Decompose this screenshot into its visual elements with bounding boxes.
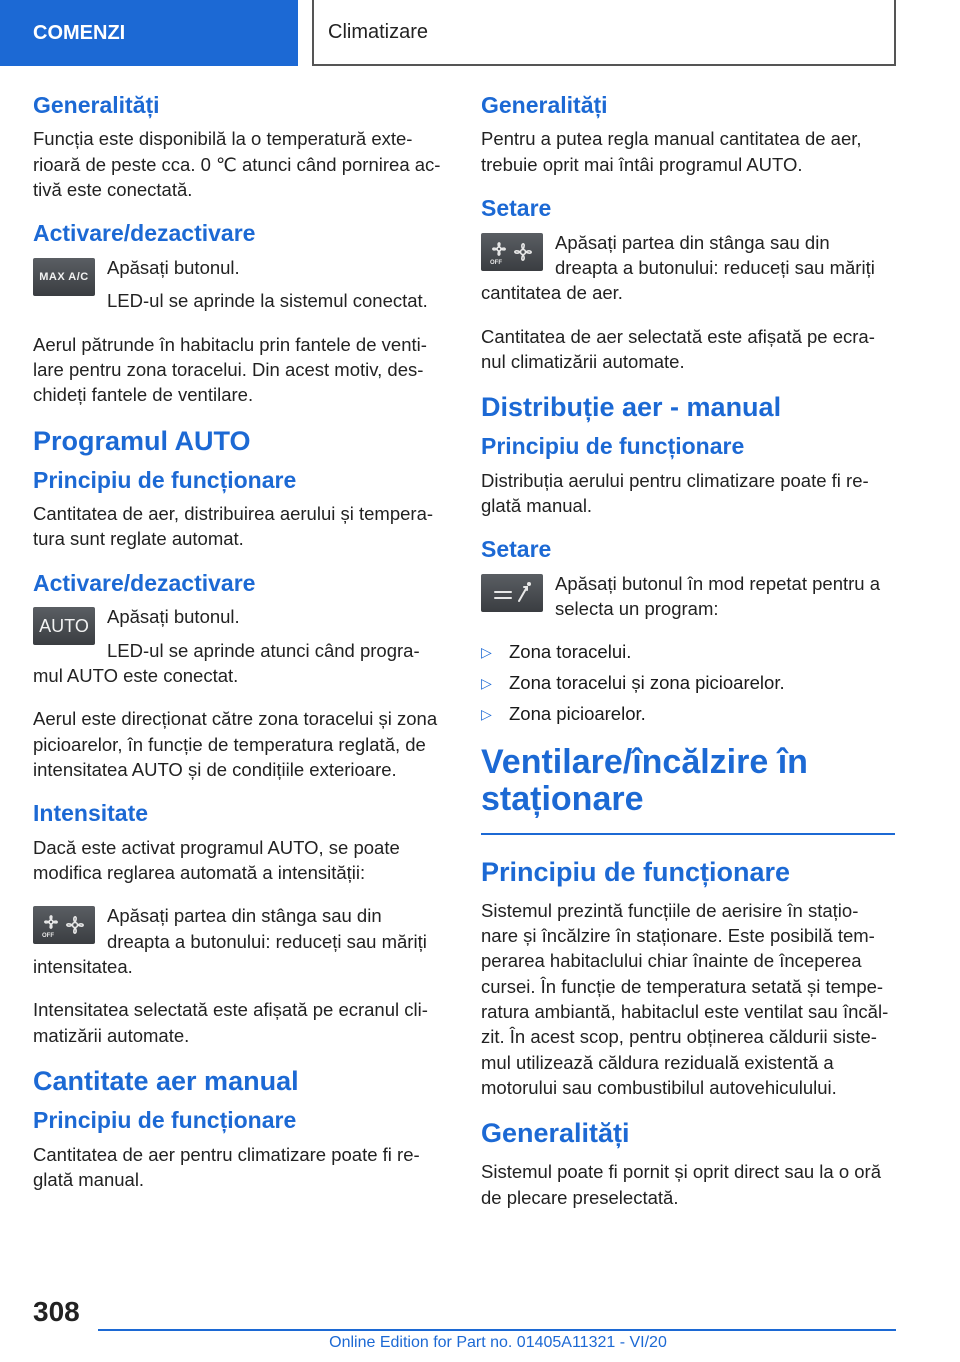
instruction-text: Apăsați partea din stânga sau din dreapta a butonului: reduceți sau măriți cantitatea de aer. bbox=[481, 231, 875, 304]
heading-auto-program: Programul AUTO bbox=[33, 425, 251, 456]
footer-divider bbox=[98, 1329, 896, 1331]
instruction-text: Apăsați butonul în mod repetat pentru a selecta un program: bbox=[555, 572, 880, 620]
list-item bbox=[481, 671, 895, 695]
heading-activation: Activare/dezactivare bbox=[33, 569, 256, 596]
heading-parked-ventilation: Ventilare/încălzire în staționare bbox=[481, 744, 895, 835]
list-item bbox=[481, 702, 895, 726]
heading-setting: Setare bbox=[481, 536, 552, 563]
page-number: 308 bbox=[33, 1296, 80, 1327]
program-list bbox=[481, 640, 895, 726]
paragraph: Dacă este activat programul AUTO, se poate modifica reglarea automată a intensității: bbox=[33, 836, 400, 884]
heading-principle: Principiu de funcționare bbox=[481, 433, 745, 460]
fan-off-icon bbox=[481, 233, 543, 271]
triangle-bullet-icon: ▷ bbox=[481, 705, 492, 722]
triangle-bullet-icon: ▷ bbox=[481, 674, 492, 691]
heading-activation: Activare/dezactivare bbox=[33, 220, 256, 247]
list-item-text: Zona picioarelor. bbox=[509, 702, 646, 724]
svg-text:OFF: OFF bbox=[490, 259, 502, 266]
max-ac-button-icon: MAX A/C bbox=[33, 258, 95, 296]
section-tab[interactable]: COMENZI bbox=[0, 0, 298, 66]
list-item-text: Zona toracelui. bbox=[509, 640, 632, 662]
chapter-tab[interactable]: Climatizare bbox=[312, 0, 896, 66]
heading-air-distribution: Distribuție aer - manual bbox=[481, 392, 782, 423]
paragraph: Intensitatea selectată este afișată pe ecranul cli-matizării automate. bbox=[33, 999, 428, 1046]
list-item-text: Zona toracelui și zona picioarelor. bbox=[509, 671, 785, 693]
heading-principle: Principiu de funcționare bbox=[33, 1107, 297, 1134]
fan-off-icon bbox=[33, 906, 95, 944]
left-column bbox=[33, 92, 447, 1210]
heading-general: Generalități bbox=[481, 1118, 630, 1149]
paragraph: Aerul pătrunde în habitaclu prin fantele de venti-lare pentru zona toracelui. Din acest motiv, des-chideți fantele de ventilare. bbox=[33, 333, 427, 406]
heading-setting: Setare bbox=[481, 195, 552, 222]
auto-button-icon: AUTO bbox=[33, 607, 95, 645]
heading-principle: Principiu de funcționare bbox=[481, 856, 791, 887]
heading-general: Generalități bbox=[33, 92, 160, 118]
paragraph: Cantitatea de aer pentru climatizare poate fi re-glată manual. bbox=[33, 1143, 420, 1190]
right-column bbox=[481, 92, 895, 1228]
paragraph: Distribuția aerului pentru climatizare poate fi re-glată manual. bbox=[481, 469, 869, 517]
svg-text:OFF: OFF bbox=[42, 933, 54, 940]
instruction-row bbox=[33, 903, 447, 987]
heading-general: Generalități bbox=[481, 92, 608, 118]
instruction-text: Apăsați butonul. bbox=[107, 256, 240, 278]
paragraph: Cantitatea de aer selectată este afișată pe ecra-nul climatizării automate. bbox=[481, 325, 875, 372]
instruction-text: LED-ul se aprinde la sistemul conectat. bbox=[107, 290, 428, 312]
heading-intensity: Intensitate bbox=[33, 800, 149, 827]
instruction-row bbox=[33, 604, 447, 696]
page-header bbox=[0, 0, 960, 66]
air-distribution-icon bbox=[481, 574, 543, 612]
instruction-row bbox=[481, 230, 895, 314]
paragraph: Pentru a putea regla manual cantitatea de aer, trebuie oprit mai întâi programul AUTO. bbox=[481, 128, 862, 175]
paragraph: Cantitatea de aer, distribuirea aerului și tempera-tura sunt reglate automat. bbox=[33, 503, 434, 550]
paragraph: Aerul este direcționat către zona toracelui și zona picioarelor, în funcție de temperatura reglată, de intensitatea AUTO și de condițiile exterioare. bbox=[33, 708, 438, 780]
list-item bbox=[481, 640, 895, 664]
instruction-text: Apăsați partea din stânga sau din dreapta a butonului: reduceți sau măriți intensitatea. bbox=[33, 905, 427, 978]
triangle-bullet-icon: ▷ bbox=[481, 643, 492, 660]
heading-principle: Principiu de funcționare bbox=[33, 466, 297, 493]
instruction-text: LED-ul se aprinde atunci când progra-mul AUTO este conectat. bbox=[33, 639, 420, 686]
paragraph: Sistemul poate fi pornit și oprit direct sau la o oră de plecare preselectată. bbox=[481, 1161, 881, 1208]
instruction-row bbox=[481, 571, 895, 630]
instruction-text: Apăsați butonul. bbox=[107, 606, 240, 628]
heading-manual-air: Cantitate aer manual bbox=[33, 1066, 299, 1097]
paragraph: Funcția este disponibilă la o temperatură exte-rioară de peste cca. 0 ℃ atunci când pornirea ac-tivă este conectată. bbox=[33, 128, 441, 201]
footer-edition[interactable]: Online Edition for Part no. 01405A11321 - VI/20 bbox=[329, 1334, 667, 1351]
instruction-row bbox=[33, 255, 447, 322]
paragraph: Sistemul prezintă funcțiile de aerisire în stațio-nare și încălzire în staționare. Este posibilă tem-perarea habitaclului chiar înainte de începerea cursei. În funcție de temperatura setată și tempe-ratura ambiantă, habitaclul este ventilat sau încăl-zit. În acest scop, pentru obținerea căldurii siste-mul utilizează căldura reziduală existentă a motorului sau combustibilul autovehiculului. bbox=[481, 899, 889, 1098]
